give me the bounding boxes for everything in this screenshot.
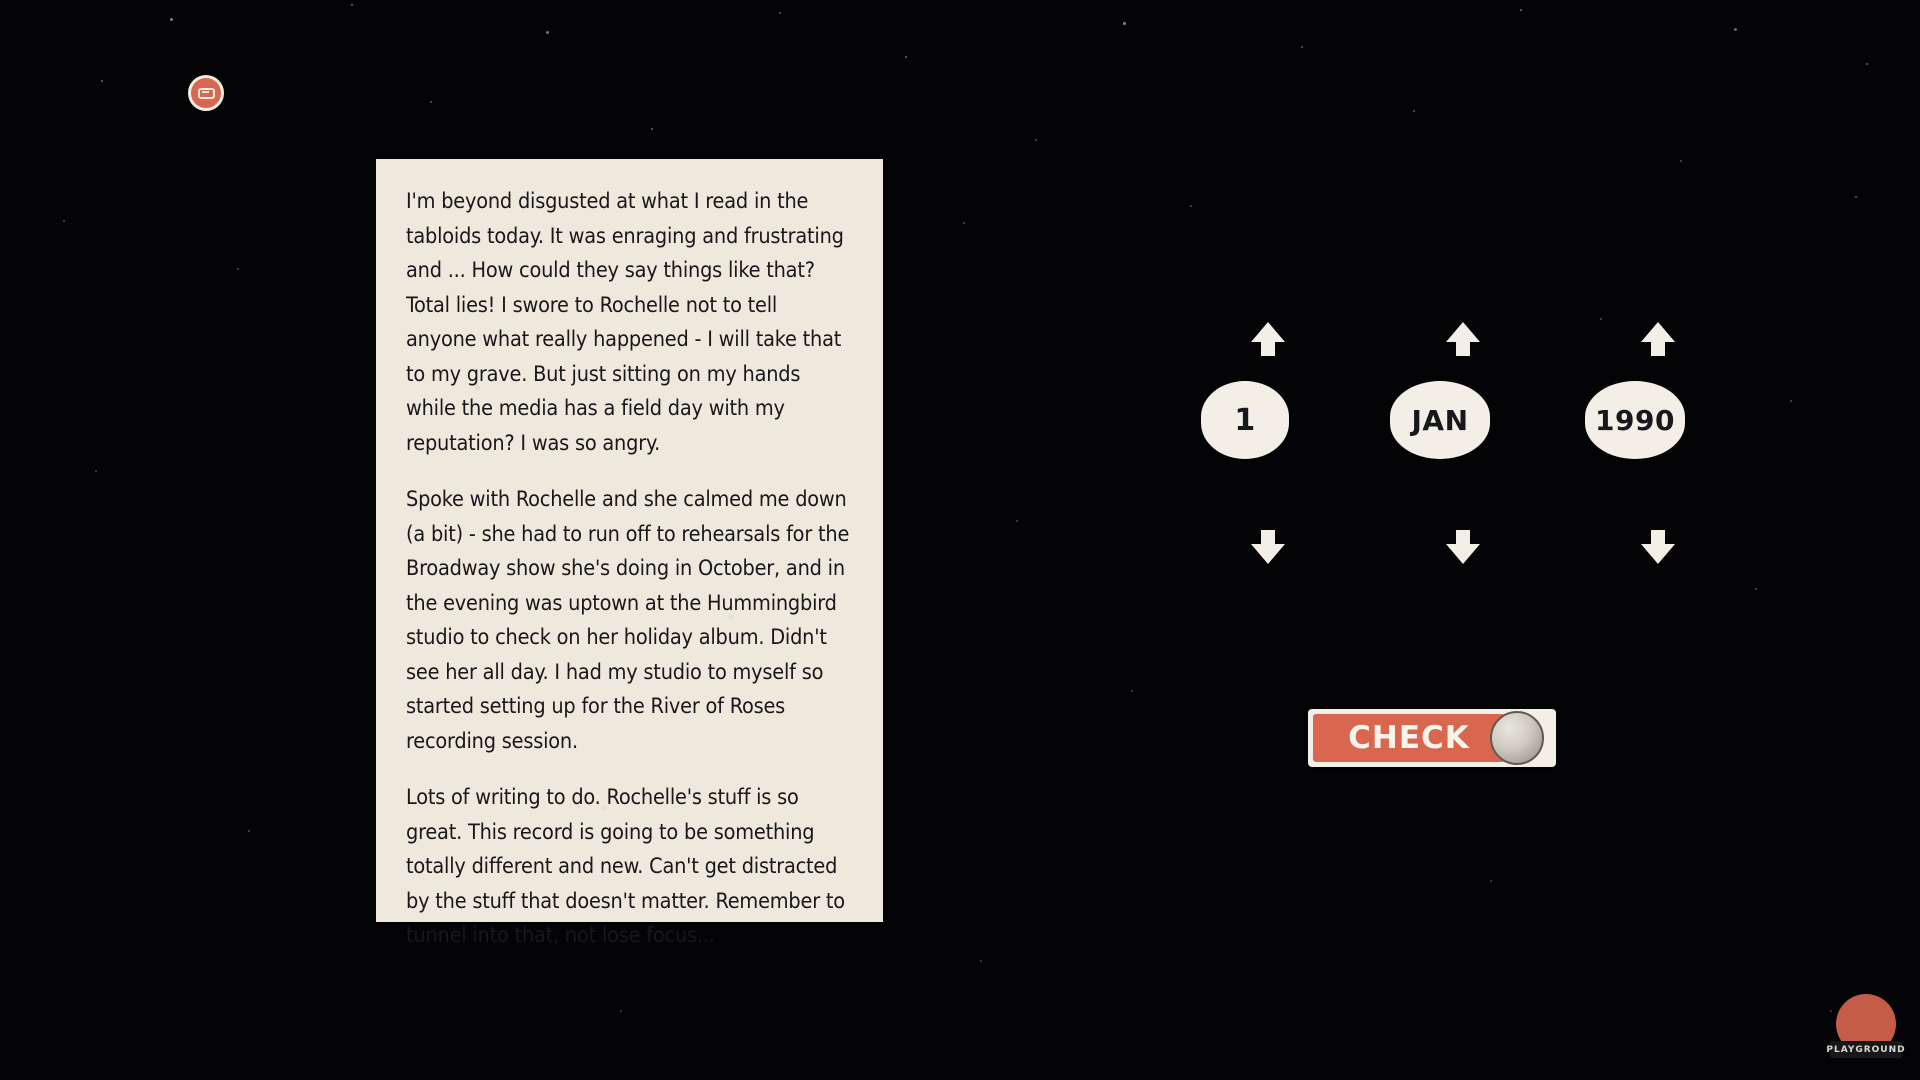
check-slider-knob[interactable] bbox=[1490, 711, 1544, 765]
month-spinner bbox=[1385, 320, 1495, 520]
day-spinner bbox=[1190, 320, 1300, 520]
journal-paragraph: I'm beyond disgusted at what I read in the tabloids today. It was enraging and frustrating and ... How could they say things like that? Total lies! I swore to Rochelle not to tell anyone what really happened - I will take that to my grave. But just sitting on my hands while the media has a field day with my reputation? I was so angry. bbox=[406, 189, 844, 456]
date-picker bbox=[1160, 320, 1680, 520]
year-spinner bbox=[1580, 320, 1690, 520]
exit-door-icon bbox=[198, 88, 215, 99]
journal-paragraph: Spoke with Rochelle and she calmed me down (a bit) - she had to run off to rehearsals for the Broadway show she's doing in October, and in the evening was uptown at the Hummingbird studio to check on her holiday album. Didn't see her all day. I had my studio to myself so started setting up for the River of Roses recording session. bbox=[406, 487, 850, 754]
playground-watermark bbox=[1826, 994, 1906, 1066]
month-value[interactable]: JAN bbox=[1390, 381, 1490, 459]
year-value[interactable]: 1990 bbox=[1585, 381, 1685, 459]
check-slider-fill bbox=[1313, 714, 1505, 762]
check-slider[interactable] bbox=[1308, 709, 1556, 767]
day-value[interactable]: 1 bbox=[1201, 381, 1289, 459]
back-button[interactable] bbox=[188, 75, 224, 111]
check-label: CHECK bbox=[1348, 720, 1470, 756]
journal-paragraph: Lots of writing to do. Rochelle's stuff is so great. This record is going to be something totally different and new. Can't get distracted by the stuff that doesn't matter. Remember to tunnel into that, not lose focus... bbox=[406, 785, 845, 948]
journal-page bbox=[376, 159, 883, 948]
watermark-label: PLAYGROUND bbox=[1830, 1041, 1902, 1058]
